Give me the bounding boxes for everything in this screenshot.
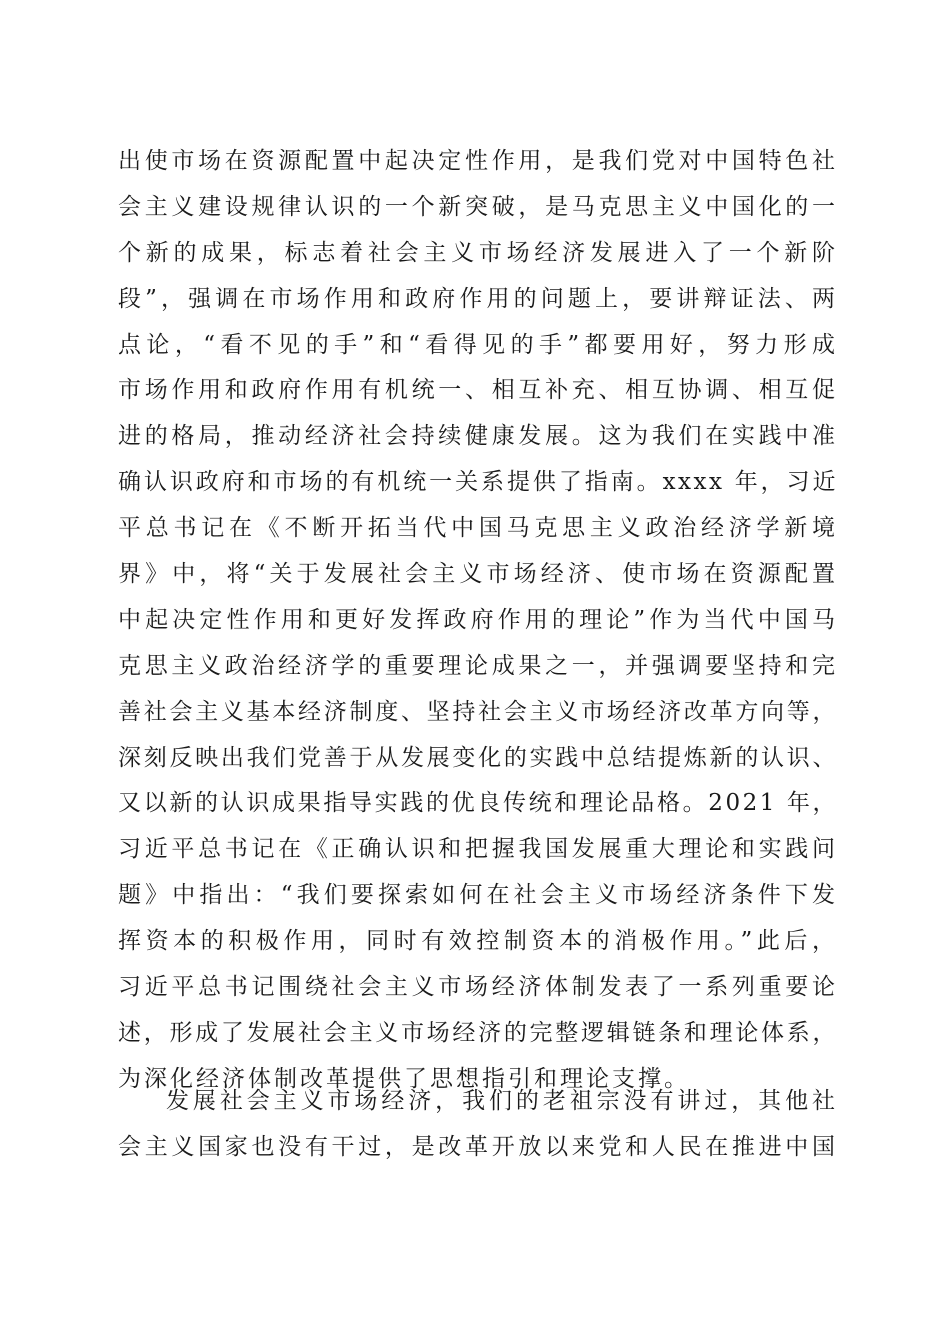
text-line: 市场作用和政府作用有机统一、相互补充、相互协调、相互促 xyxy=(118,377,838,404)
text-line: 出使市场在资源配置中起决定性作用，是我们党对中国特色社 xyxy=(118,148,838,174)
text-line: 习近平总书记在《正确认识和把握我国发展重大理论和实践问 xyxy=(118,836,838,863)
text-line: 发展社会主义市场经济，我们的老祖宗没有讲过，其他社 xyxy=(166,1088,838,1114)
text-line: 为深化经济体制改革提供了思想指引和理论支撑。 xyxy=(118,1065,690,1092)
text-line: 挥资本的积极作用，同时有效控制资本的消极作用。”此后， xyxy=(118,928,838,955)
text-line: 中起决定性作用和更好发挥政府作用的理论”作为当代中国马 xyxy=(118,606,838,633)
paragraph-1 xyxy=(118,139,838,1103)
text-line: 段”，强调在市场作用和政府作用的问题上，要讲辩证法、两 xyxy=(118,285,838,312)
text-line: 点论，“看不见的手”和“看得见的手”都要用好，努力形成 xyxy=(118,331,838,358)
text-line: 会主义建设规律认识的一个新突破，是马克思主义中国化的一 xyxy=(118,193,838,220)
text-line: 深刻反映出我们党善于从发展变化的实践中总结提炼新的认识、 xyxy=(118,744,838,771)
paragraph-2 xyxy=(118,1079,838,1171)
text-line: 又以新的认识成果指导实践的优良传统和理论品格。2021 年， xyxy=(118,790,838,817)
text-line: 克思主义政治经济学的重要理论成果之一，并强调要坚持和完 xyxy=(118,652,838,679)
text-line: 进的格局，推动经济社会持续健康发展。这为我们在实践中准 xyxy=(118,423,838,450)
text-line: 平总书记在《不断开拓当代中国马克思主义政治经济学新境 xyxy=(118,515,838,542)
text-line: 述，形成了发展社会主义市场经济的完整逻辑链条和理论体系， xyxy=(118,1019,838,1046)
text-line: 善社会主义基本经济制度、坚持社会主义市场经济改革方向等， xyxy=(118,698,838,725)
text-line: 习近平总书记围绕社会主义市场经济体制发表了一系列重要论 xyxy=(118,974,838,1001)
text-line: 个新的成果，标志着社会主义市场经济发展进入了一个新阶 xyxy=(118,239,838,266)
text-line: 题》中指出：“我们要探索如何在社会主义市场经济条件下发 xyxy=(118,882,838,909)
text-line: 界》中，将“关于发展社会主义市场经济、使市场在资源配置 xyxy=(118,561,838,588)
text-line: 确认识政府和市场的有机统一关系提供了指南。xxxx 年，习近 xyxy=(118,469,838,496)
text-line: 会主义国家也没有干过，是改革开放以来党和人民在推进中国 xyxy=(118,1133,838,1160)
